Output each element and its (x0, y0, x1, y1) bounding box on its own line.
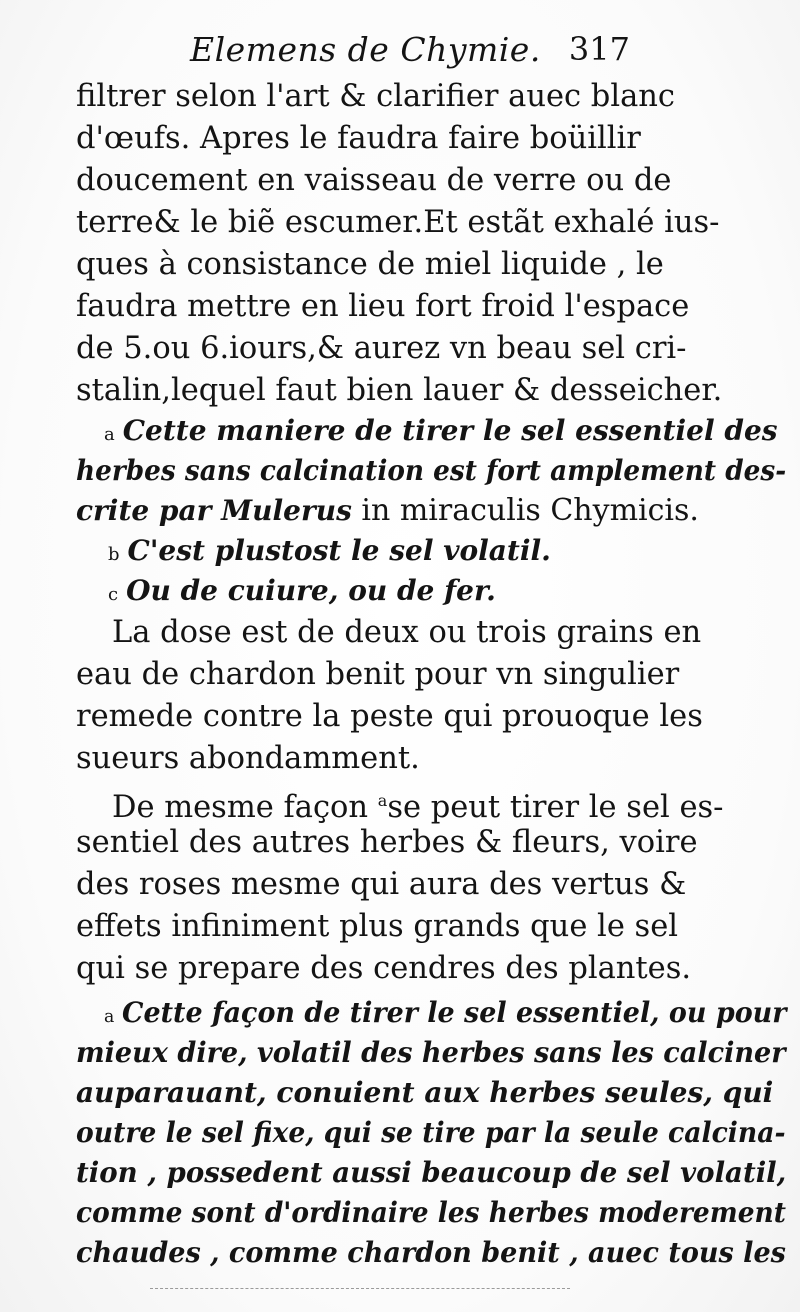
text-line: sueurs abondamment. (76, 741, 420, 776)
page-number: 317 (568, 30, 630, 68)
text-line: filtrer selon l'art & clarifier auec blanc (76, 79, 675, 114)
text-line: eau de chardon benit pour vn singulier (76, 657, 680, 692)
annotation-line (76, 490, 699, 532)
text-line: des roses mesme qui aura des vertus & (76, 867, 687, 902)
annotation-line (76, 1112, 786, 1154)
annotation-line (76, 1232, 786, 1274)
text-fragment: se peut tirer le sel es- (387, 790, 724, 826)
annotation-line (76, 1192, 786, 1234)
note-text: Cette façon de tirer le sel essentiel, ou pour (122, 996, 787, 1029)
annotation-line (76, 1072, 774, 1114)
note-text: comme sont d'ordinaire les herbes moderement (76, 1196, 786, 1229)
text-line: effets infiniment plus grands que le sel (76, 909, 679, 944)
note-marker: a (104, 1006, 115, 1027)
bottom-rule (150, 1288, 570, 1290)
note-text: C'est plustost le sel volatil. (127, 534, 551, 567)
annotation-line (76, 1152, 787, 1194)
note-text: herbes sans calcination est fort amplement des- (76, 454, 787, 487)
text-fragment: De mesme façon (112, 790, 369, 826)
text-line: terre& le biẽ escumer.Et estãt exhalé ius- (76, 205, 720, 240)
text-line: de 5.ou 6.iours,& aurez vn beau sel cri- (76, 331, 687, 366)
text-line: d'œufs. Apres le faudra faire boüillir (76, 121, 641, 156)
text-line: La dose est de deux ou trois grains en (112, 615, 702, 650)
text-line: stalin,lequel faut bien lauer & desseicher. (76, 373, 723, 408)
note-marker: a (104, 424, 115, 445)
note-marker: b (108, 544, 120, 565)
footnote-marker: a (377, 791, 388, 810)
annotation-line (76, 450, 787, 492)
text-line: remede contre la peste qui prouoque les (76, 699, 703, 734)
page-header (190, 30, 640, 76)
note-text: Cette maniere de tirer le sel essentiel des (122, 414, 778, 447)
running-title: Elemens de Chymie. (190, 30, 541, 69)
note-text: Ou de cuiure, ou de fer. (126, 574, 496, 607)
note-marker: c (108, 584, 119, 605)
text-line: sentiel des autres herbes & fleurs, voire (76, 825, 698, 860)
note-text: chaudes , comme chardon benit , auec tous les (76, 1236, 786, 1269)
text-line: ques à consistance de miel liquide , le (76, 247, 664, 282)
note-text: auparauant, conuient aux herbes seules, qui (76, 1076, 774, 1109)
note-text: mieux dire, volatil des herbes sans les calciner (76, 1036, 786, 1069)
note-text: tion , possedent aussi beaucoup de sel volatil, (76, 1156, 787, 1189)
text-line: doucement en vaisseau de verre ou de (76, 163, 672, 198)
note-text-roman: in miraculis Chymicis. (351, 493, 699, 528)
text-line: faudra mettre en lieu fort froid l'espace (76, 289, 690, 324)
note-text: outre le sel fixe, qui se tire par la seule calcina- (76, 1116, 786, 1149)
annotation-line (108, 570, 688, 616)
note-text: crite par Mulerus (76, 494, 352, 527)
annotation-line (76, 1032, 786, 1074)
text-line: qui se prepare des cendres des plantes. (76, 951, 692, 986)
